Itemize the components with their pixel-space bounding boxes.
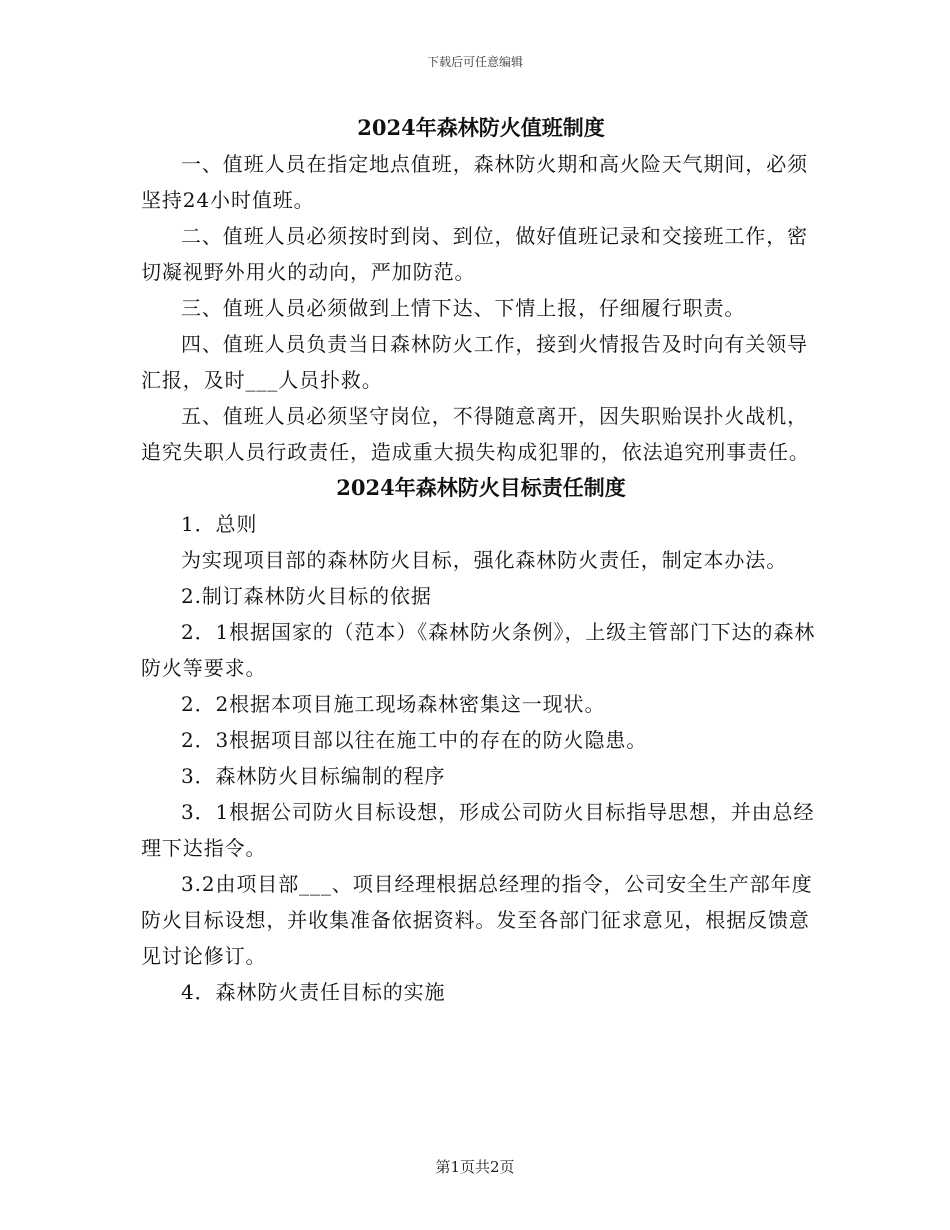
section2-paragraph: 2．3根据项目部以往在施工中的存在的防火隐患。 — [181, 728, 648, 752]
section2-paragraph: 3.2由项目部___、项目经理根据总经理的指令，公司安全生产部年度防火目标设想，并收集准备依据资料。发至各部门征求意见，根据反馈意见讨论修订。 — [141, 872, 813, 968]
section1-paragraph: 四、值班人员负责当日森林防火工作，接到火情报告及时向有关领导汇报，及时___人员扑救。 — [141, 332, 808, 392]
section2-paragraph: 1．总则 — [181, 512, 258, 536]
section2-paragraph: 2．2根据本项目施工现场森林密集这一现状。 — [181, 692, 606, 716]
section2-paragraph: 3．1根据公司防火目标设想，形成公司防火目标指导思想，并由总经理下达指令。 — [141, 800, 815, 860]
section2-paragraph: 2．1根据国家的（范本）《森林防火条例》，上级主管部门下达的森林防火等要求。 — [141, 620, 816, 680]
section2-paragraph: 4．森林防火责任目标的实施 — [181, 980, 446, 1004]
document-body — [141, 110, 821, 1010]
section1-paragraph: 五、值班人员必须坚守岗位，不得随意离开，因失职贻误扑火战机，追究失职人员行政责任，造成重大损失构成犯罪的，依法追究刑事责任。 — [141, 404, 810, 464]
section1-title: 2024年森林防火值班制度 — [357, 115, 605, 140]
header-note: 下载后可任意编辑 — [426, 55, 523, 69]
section1-paragraph: 二、值班人员必须按时到岗、到位，做好值班记录和交接班工作，密切凝视野外用火的动向，严加防范。 — [141, 224, 808, 284]
section1-paragraph: 一、值班人员在指定地点值班，森林防火期和高火险天气期间，必须坚持24小时值班。 — [141, 152, 808, 212]
section2-paragraph: 为实现项目部的森林防火目标，强化森林防火责任，制定本办法。 — [181, 548, 788, 572]
section2-paragraph: 3．森林防火目标编制的程序 — [181, 764, 446, 788]
section2-title: 2024年森林防火目标责任制度 — [336, 475, 626, 500]
section2-paragraph: 2.制订森林防火目标的依据 — [181, 584, 432, 608]
page-number-footer: 第1页共2页 — [435, 1158, 515, 1176]
section1-paragraph: 三、值班人员必须做到上情下达、下情上报，仔细履行职责。 — [181, 296, 746, 320]
